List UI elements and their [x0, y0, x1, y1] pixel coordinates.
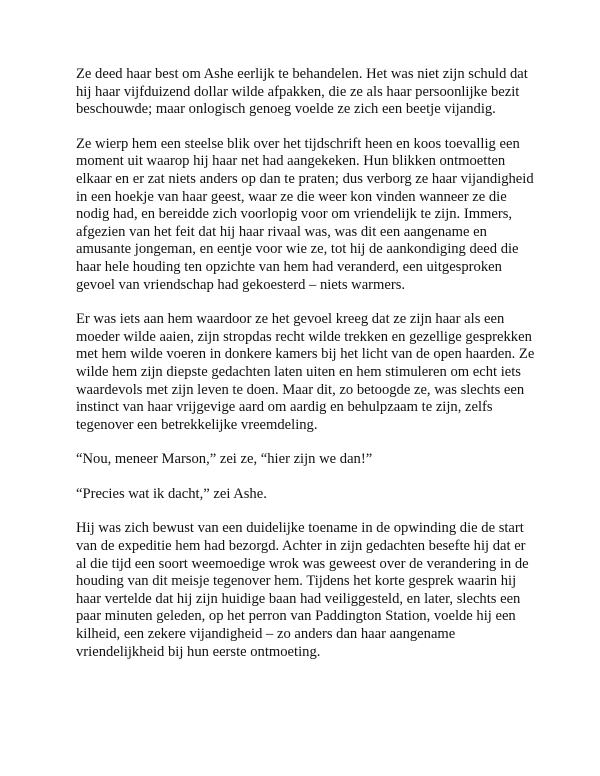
paragraph-4: “Nou, meneer Marson,” zei ze, “hier zijn we dan!”: [76, 451, 373, 468]
paragraph-3: Er was iets aan hem waardoor ze het gevoel kreeg dat ze zijn haar als een moeder wilde aaien, zijn stropdas recht wilde trekken en gezellige gesprekken met hem wilde voeren in donkere kamers bij het licht van de open haarden. Ze wilde hem zijn diepste gedachten laten uiten en hem stimuleren om echt iets waardevols met zijn leven te doen. Maar dit, zo betoogde ze, was slechts een instinct van haar vrijgevige aard om aardig en behulpzaam te zijn, zelfs tegenover een betrekkelijke vreemdeling.: [76, 311, 535, 433]
paragraph-1: Ze deed haar best om Ashe eerlijk te behandelen. Het was niet zijn schuld dat hij haar vijfduizend dollar wilde afpakken, die ze als haar persoonlijke bezit beschouwde; maar onlogisch genoeg voelde ze zich een beetje vijandig.: [76, 66, 528, 118]
paragraph-6: Hij was zich bewust van een duidelijke toename in de opwinding die de start van de expeditie hem had bezorgd. Achter in zijn gedachten besefte hij dat er al die tijd een soort weemoedige wrok was geweest over de verandering in de houding van dit meisje tegenover hem. Tijdens het korte gesprek waarin hij haar vertelde dat hij zijn huidige baan had veiliggesteld, en later, slechts een paar minuten geleden, op het perron van Paddington Station, voelde hij een kilheid, een zekere vijandigheid – zo anders dan haar aangename vriendelijkheid bij hun eerste ontmoeting.: [76, 520, 529, 660]
paragraph-2: Ze wierp hem een steelse blik over het tijdschrift heen en koos toevallig een moment uit waarop hij haar net had aangekeken. Hun blikken ontmoetten elkaar en er zat niets anders op dan te praten; dus verborg ze haar vijandigheid in een hoekje van haar geest, waar ze die weer kon vinden wanneer ze die nodig had, en bereidde zich voorlopig voor om vriendelijk te zijn. Immers, afgezien van het feit dat hij haar rivaal was, was dit een aangename en amusante jongeman, en eentje voor wie ze, tot hij de aankondiging deed die haar hele houding ten opzichte van hem had veranderd, een uitgesproken gevoel van vriendschap had gekoesterd – niets warmers.: [76, 135, 534, 293]
document-page: [76, 66, 536, 678]
paragraph-5: “Precies wat ik dacht,” zei Ashe.: [76, 485, 267, 502]
